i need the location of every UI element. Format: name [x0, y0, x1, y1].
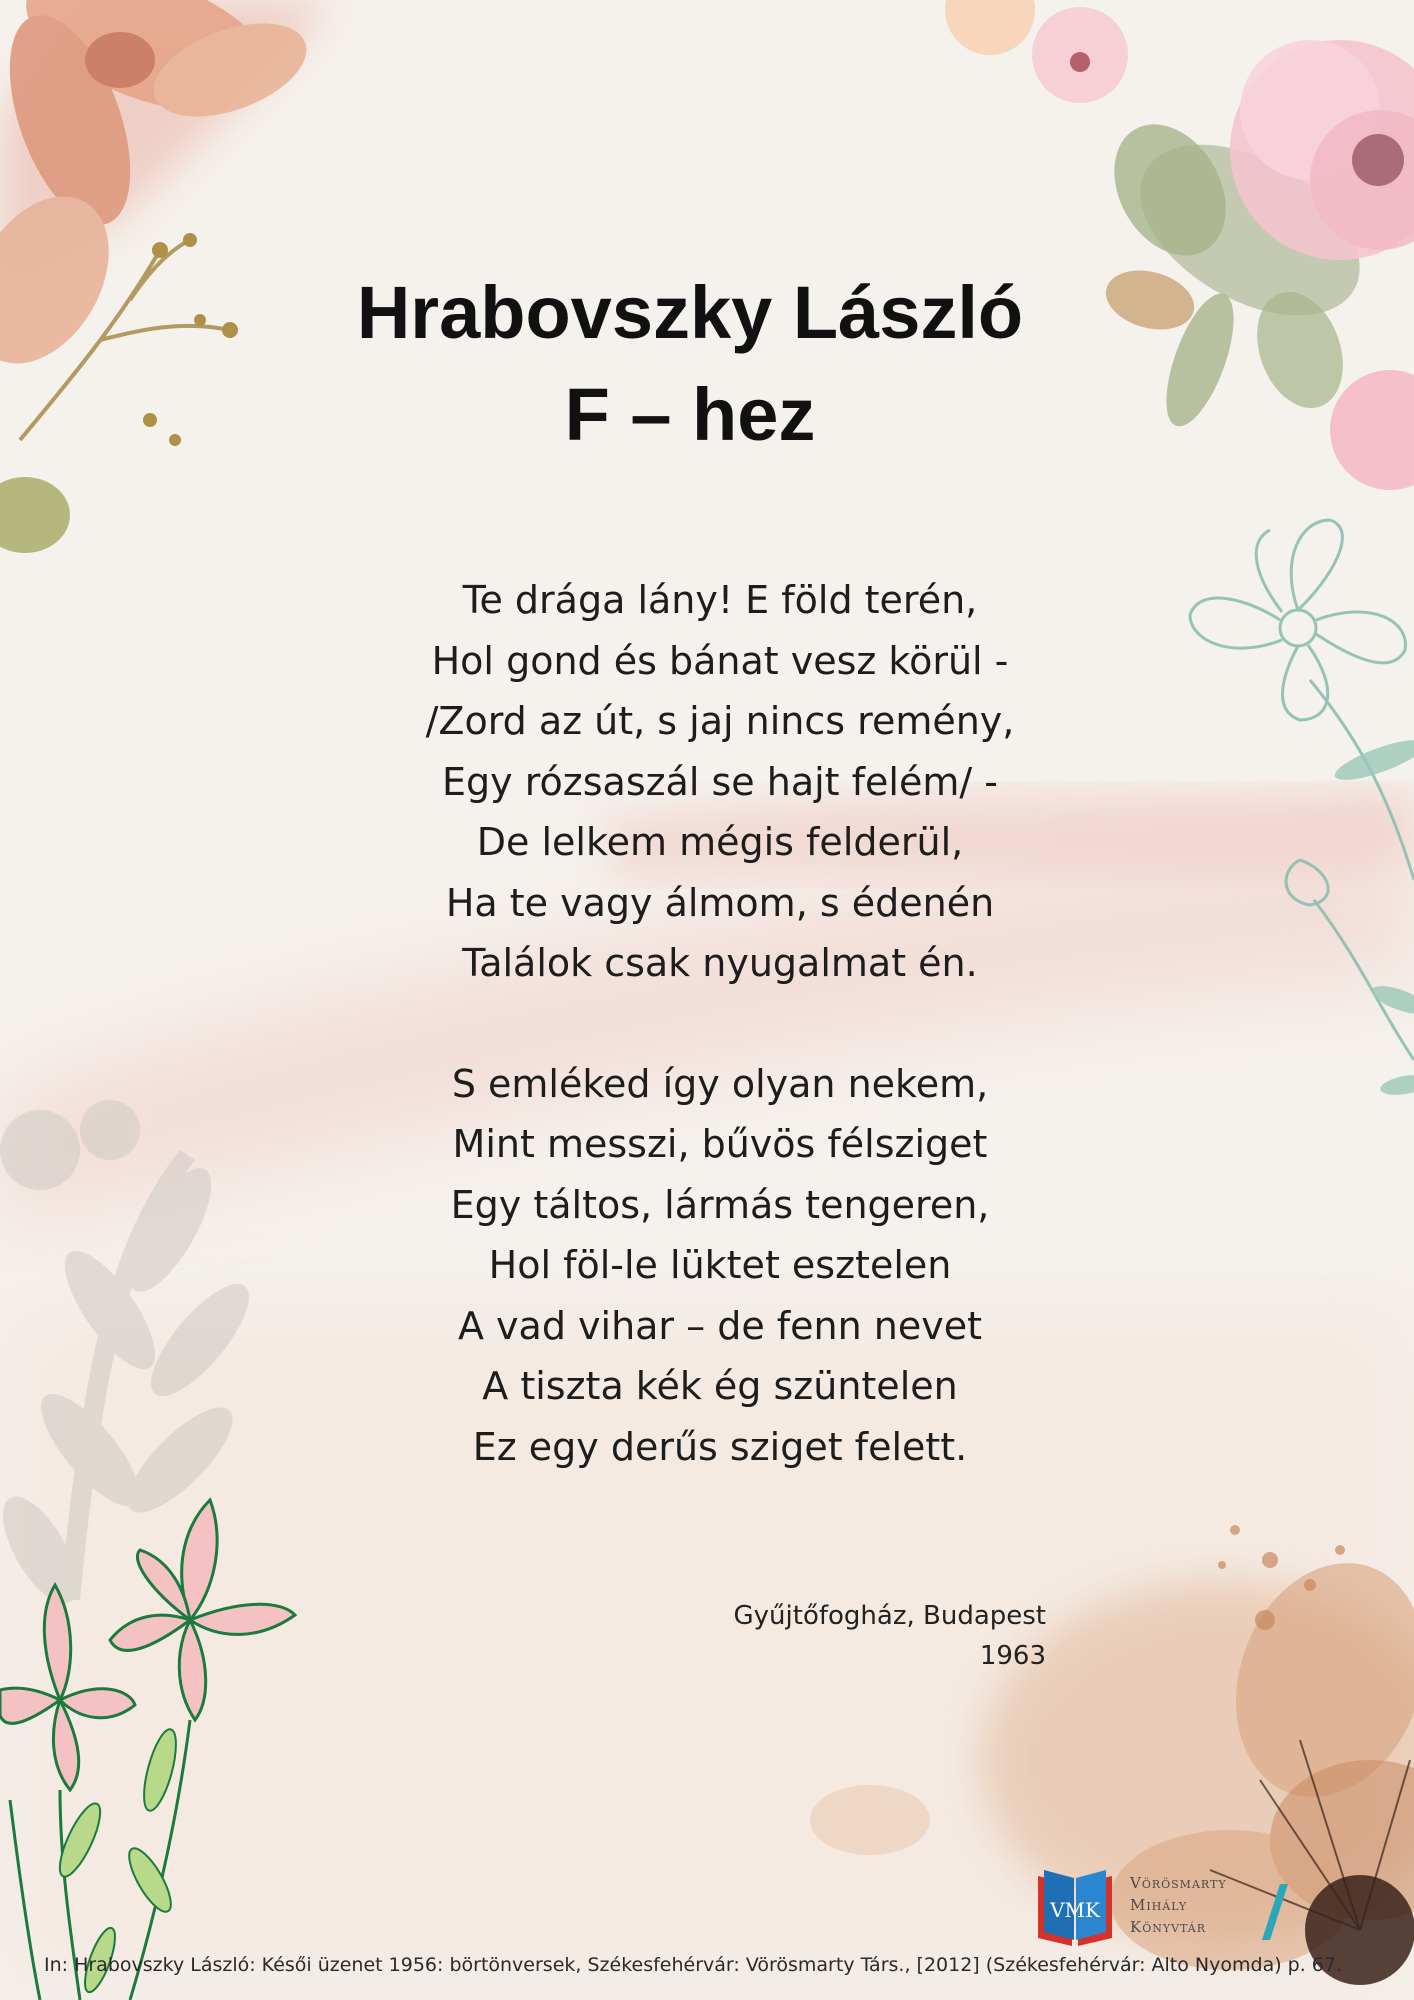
- poem-line: Mint messzi, bűvös félsziget: [452, 1122, 988, 1166]
- poem-line: Hol föl-le lüktet esztelen: [488, 1243, 952, 1287]
- poem-line: Egy táltos, lármás tengeren,: [450, 1182, 990, 1227]
- book-logo-icon: [1032, 1862, 1118, 1950]
- library-name: [1130, 1872, 1227, 1938]
- poem-line: De lelkem mégis felderül,: [476, 820, 964, 864]
- logo-mark: VMK: [1050, 1898, 1100, 1922]
- poem-line: A vad vihar – de fenn nevet: [457, 1303, 983, 1348]
- library-logo: [1032, 1862, 1302, 1950]
- stanza-1: [320, 570, 1120, 994]
- poem-line: Hol gond és bánat vesz körül -: [431, 638, 1009, 683]
- author-name: Hrabovszky László: [356, 271, 1024, 354]
- poem-title: F – hez: [564, 373, 816, 456]
- stanza-2: [320, 1054, 1120, 1478]
- poem-line: Egy rózsaszál se hajt felém/ -: [442, 759, 998, 804]
- poem-line: Ha te vagy álmom, s édenén: [445, 880, 995, 925]
- source-citation: In: Hrabovszky László: Késői üzenet 1956: börtönversek, Székesfehérvár: Vörösmarty Társ., [2012] (Székesfehérvár: Alto Nyomda) p. 67.: [44, 1954, 1343, 1976]
- poem-line: S emléked így olyan nekem,: [451, 1061, 989, 1106]
- poem-line: Ez egy derűs sziget felett.: [472, 1424, 968, 1469]
- poem-body: [320, 570, 1120, 1537]
- logo-slash-icon: [1260, 1882, 1290, 1942]
- poem-line: /Zord az út, s jaj nincs remény,: [425, 699, 1015, 743]
- poem-heading: [250, 262, 1130, 466]
- library-name-line2: Mihály: [1130, 1896, 1188, 1914]
- poem-line: A tiszta kék ég szüntelen: [482, 1364, 958, 1408]
- poem-line: Találok csak nyugalmat én.: [462, 941, 978, 985]
- poem-signature: [734, 1596, 1046, 1676]
- signature-year: 1963: [979, 1641, 1046, 1671]
- poem-line: Te drága lány! E föld terén,: [462, 578, 978, 622]
- signature-place: Gyűjtőfogház, Budapest: [733, 1601, 1046, 1631]
- library-name-line1: Vörösmarty: [1130, 1874, 1227, 1892]
- library-name-line3: Könyvtár: [1130, 1918, 1207, 1936]
